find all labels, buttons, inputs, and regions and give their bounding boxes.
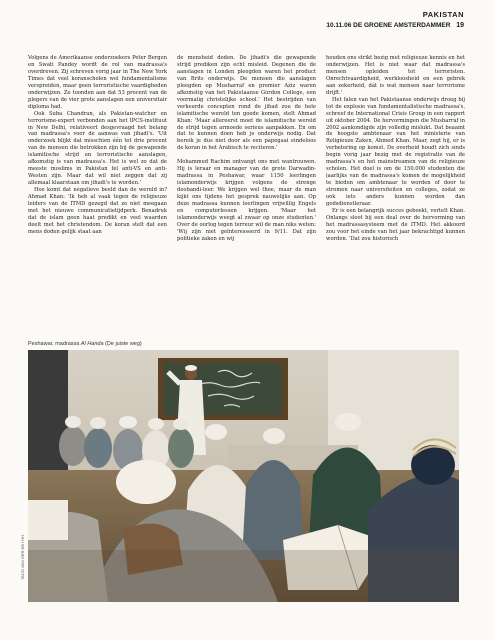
paragraph: Volgens de Amerikaanse onderzoekers Peter Bergen en Swati Pandey wordt de rol van madrassa's overdreven. Zij schreven vorig jaar in The New York Times dat veel koranscholen wel fundamentalisme verspreiden, maar geen terroristische vaardigheden onderwijzen. Ze toonden aan dat 53 procent van de plegers van de vier grote aanslagen een universitair diploma had. bbox=[28, 55, 167, 110]
caption-madrassa-name: Al Handa bbox=[80, 341, 104, 347]
article-column-3 bbox=[326, 55, 465, 330]
page-header bbox=[326, 10, 464, 29]
paragraph: Hoe komt dat negatieve beeld dan de wereld in? Ahmad Khan: 'Ik heb al vaak tegen de religieuze leiders van de ITMD gezegd dat ze niet meegaan met het nieuwe communicatietijdperk. Benadruk dat de islam geen haat predikt en veel waarden deelt met het christendom. De koran stelt dat een mens doden gelijk staat aan bbox=[28, 187, 167, 235]
caption-suffix: (De juiste weg) bbox=[103, 341, 142, 347]
caption-location: Peshawar, madrassa bbox=[28, 341, 81, 347]
floor-shadow bbox=[28, 550, 459, 602]
classroom-photo bbox=[28, 350, 459, 602]
section-label: PAKISTAN bbox=[422, 10, 464, 19]
paragraph: Ook Suba Chandran, als Pakistan-watcher en terrorisme-expert verbonden aan het IPCS-instituut in New Delhi, relativeert desgevraagd het belang van madrassa's voor de aanwas van jihadi's. 'Uit onderzoek blijkt dat misschien één tot drie procent van de mensen die betrokken zijn bij de gewapende islamitische strijd en terroristische aanslagen, afkomstig is van madrassa's. Het is wel zo dat de meeste moslims in Pakistan fel anti-VS en anti-Westen zijn. Maar dat wil niet zeggen dat zij allemaal klaarstaan om jihadi's te worden.' bbox=[28, 110, 167, 187]
article-body bbox=[28, 55, 465, 330]
photo-caption bbox=[28, 341, 142, 347]
paragraph: houden ons strikt bezig met religieuze kennis en het onderwijzen. Het is niet waar dat madrassa's mensen opleiden tot terroristen. Onrechtvaardigheid, werkloosheid en een gebrek aan zekerheid, dát is wat mensen naar terrorisme drijft.' bbox=[326, 55, 465, 96]
students-back-row bbox=[59, 416, 194, 471]
photo-credit: TACO VAN DER EB / HH bbox=[20, 535, 25, 580]
article-column-2 bbox=[177, 55, 316, 330]
paragraph: Er is een belangrijk succes geboekt, vertelt Khan. Onlangs sloot hij een deal over de hervorming van het madrassasysteem met de ITMD. Het akkoord zou voor het einde van het jaar bekrachtigd kunnen worden. 'Dat zou historisch bbox=[326, 207, 465, 242]
article-column-1 bbox=[28, 55, 167, 330]
paragraph: Het falen van het Pakistaanse onderwijs droeg bij tot de explosie van fundamentalistische madrassa's, schreef de International Crisis Group in een rapport uit oktober 2004. De hervormingen die Musharraf in 2002 aankondigde zijn volledig mislukt. Dat beaamt de hoogste ambtenaar van het ministerie van Religieuze Zaken, Ahmed Khan. Maar, zegt hij, er is verbetering op komst. De overheid houdt zich sinds begin vorig jaar bezig met de registratie van de madrassa's en het mainstreamen van de religieuze scholen. Het doel is om de 150.000 studenten die jaarlijks van de madrassa's komen de mogelijkheid te bieden om ambtenaar te worden of door te stromen naar universiteiten en colleges, zodat ze ook iets anders kunnen worden dan godsdienstleraar. bbox=[326, 96, 465, 208]
publication-name: DE GROENE AMSTERDAMMER bbox=[353, 22, 451, 29]
page-number: 19 bbox=[456, 22, 464, 29]
teacher-cap bbox=[185, 365, 197, 371]
paragraph: Mohammed Rachim ontvangt ons met wantrouwen. Hij is leraar en manager van de grote Darwadin-madrassa in Peshawar, waar 1150 leerlingen islamonderwijs krijgen volgens de strenge deobandi-leer. We krijgen wel thee, maar de man kijkt ons tijdens het gesprek nauwelijks aan. Op deze madrassa kunnen leerlingen vrijwillig Engels en computerlessen krijgen. 'Maar het islamonderwijs weegt al zwaar op onze studenten.' Over de oorlog tegen terreur wil de man niks weten: 'Wij zijn niet geïnteresseerd in 9/11. Dat zijn politieke zaken en wij bbox=[177, 159, 316, 242]
issue-meta bbox=[326, 22, 464, 29]
issue-date: 10.11.06 bbox=[326, 22, 352, 29]
classroom-illustration bbox=[28, 350, 459, 602]
paragraph: de mensheid doden. De jihadi's die gewapende strijd prediken zijn echt misleid. Degenen die de aanslagen in Londen pleegden waren het product van Brits onderwijs. De mensen die aanslagen pleegden op Musharraf en premier Aziz waren afkomstig van het Pakistaanse Gordon College, een voormalig christelijke school.' Het bestrijden van verkeerde concepten rond de jihad zou de hele islamitische wereld ten goede komen, stelt Ahmad Khan: 'Maar allereerst moet de islamitische wereld de strijd tegen armoede serieus aanpakken. En om dat te kunnen doen heb je onderwijs nodig. Dat bereik je dus niet door als een papegaai eindeloos de koran in het Arabisch te reciteren.' bbox=[177, 55, 316, 152]
